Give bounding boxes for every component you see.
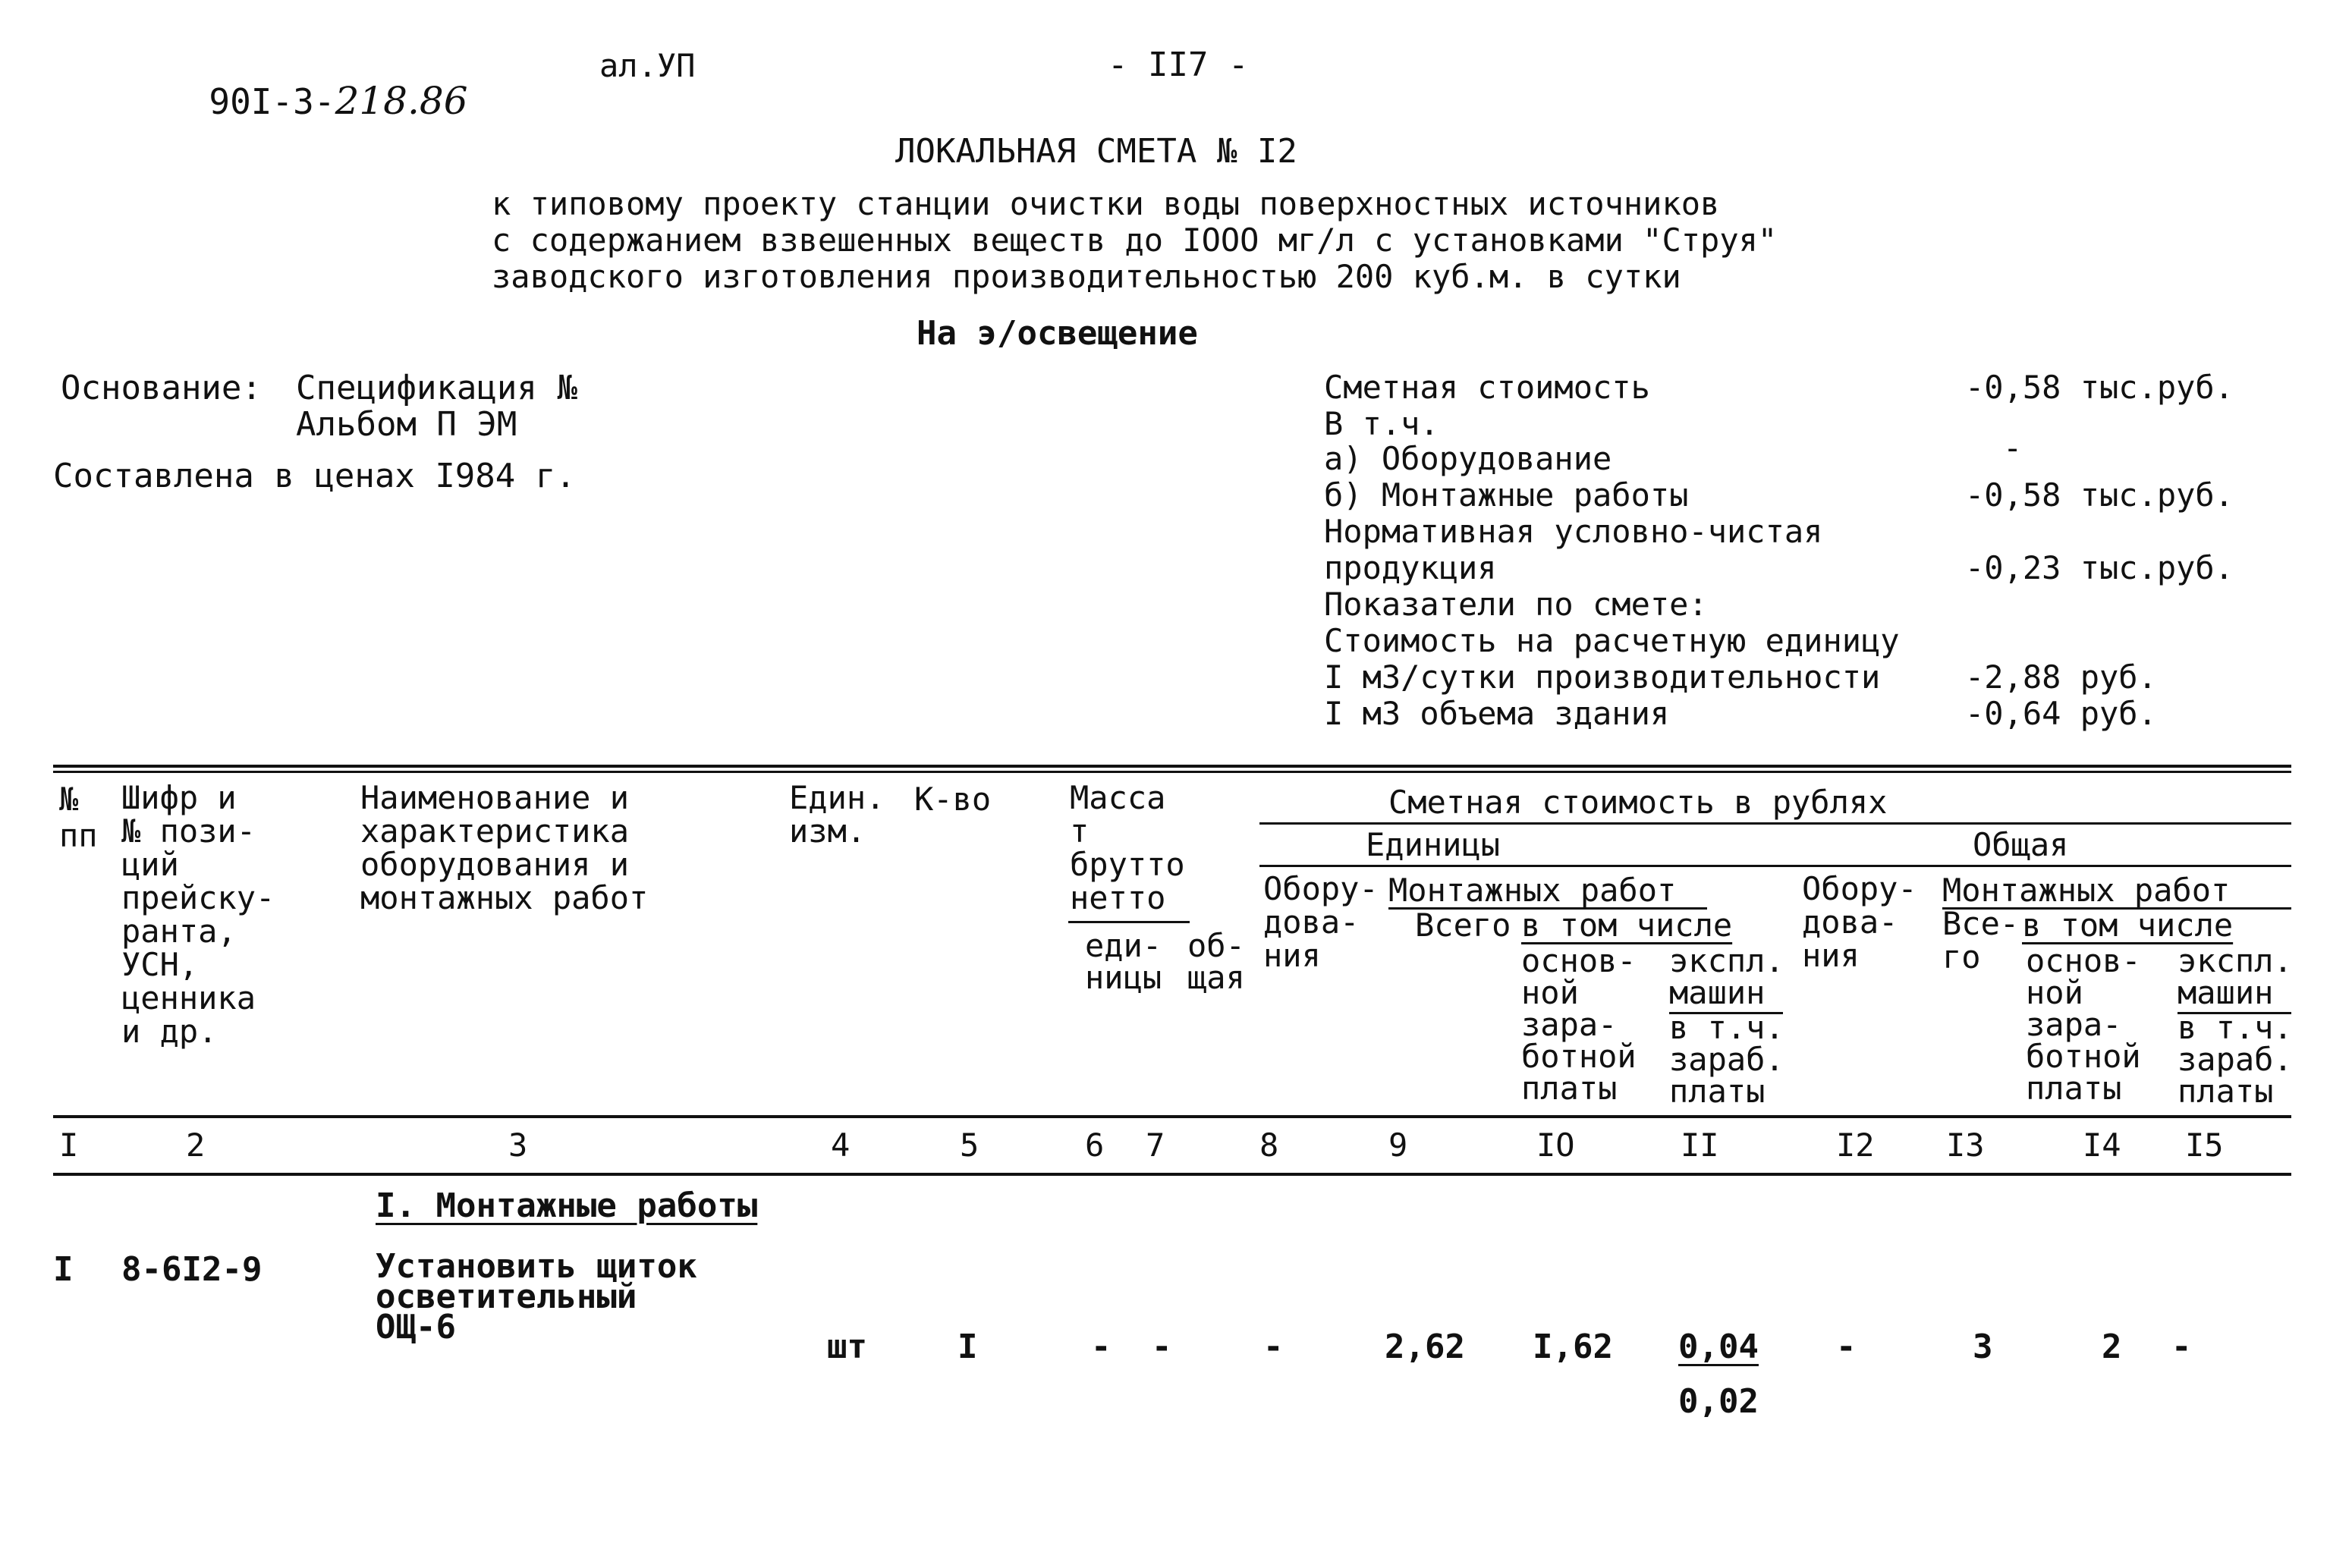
header-mont-total: Монтажных работ (1942, 872, 2231, 909)
column-number: I2 (1836, 1127, 1875, 1164)
header-col-3: Наименование и характеристика оборудования и монтажных работ (360, 779, 649, 916)
column-number: I4 (2083, 1127, 2121, 1164)
summary-label: В т.ч. (1324, 405, 1439, 442)
summary-label: б) Монтажные работы (1324, 476, 1689, 514)
basis-label: Основание: (61, 369, 262, 407)
header-machines-total: экспл. машин (2177, 942, 2293, 1011)
subtitle-line-1: к типовому проекту станции очистки воды поверхностных источников (492, 185, 1720, 222)
row-machines-unit: 0,04 (1678, 1328, 1759, 1366)
basis-prices: Составлена в ценах I984 г. (53, 457, 576, 495)
summary-label: Сметная стоимость (1324, 369, 1650, 406)
column-number: 4 (831, 1127, 851, 1164)
row-mass-total: - (1152, 1328, 1172, 1366)
header-base-wage-total: основ- ной зара- ботной платы (2026, 942, 2141, 1107)
column-number-rule (53, 1173, 2291, 1176)
row-base-wage-total: 2 (2102, 1328, 2122, 1366)
summary-label: Стоимость на расчетную единицу (1324, 622, 1900, 659)
summary-label: I мЗ объема здания (1324, 695, 1670, 732)
row-name-line-1: Установить щиток (376, 1247, 697, 1286)
section-title: I. Монтажные работы (376, 1186, 758, 1225)
summary-value: -0,23 тыс.руб. (1965, 549, 2234, 586)
table-top-rule (53, 765, 2291, 768)
subtitle-line-3: заводского изготовления производительностью 200 куб.м. в сутки (492, 258, 1681, 295)
header-base-wage-unit: основ- ной зара- ботной платы (1521, 942, 1637, 1107)
document-code (167, 47, 468, 123)
summary-value: -0,58 тыс.руб. (1965, 369, 2234, 406)
basis-album: Альбом П ЭМ (296, 405, 517, 444)
cost-group-rule (1259, 822, 2291, 825)
row-machines-wage-unit: 0,02 (1678, 1382, 1759, 1421)
summary-label: Показатели по смете: (1324, 586, 1708, 623)
summary-value: -0,58 тыс.руб. (1965, 476, 2234, 514)
column-number: I5 (2185, 1127, 2224, 1164)
summary-value: -0,64 руб. (1965, 695, 2157, 732)
row-name-line-3: ОЩ-6 (376, 1308, 456, 1346)
header-mass: Масса т брутто (1070, 779, 1185, 883)
column-number: 6 (1085, 1127, 1105, 1164)
header-col-1: № пп (59, 781, 98, 854)
column-number: 9 (1388, 1127, 1408, 1164)
unit-total-rule (1259, 865, 2291, 867)
summary-label: I мЗ/сутки производительности (1324, 658, 1881, 696)
header-bottom-rule (53, 1115, 2291, 1118)
document-code-handwritten: 218.86 (335, 79, 468, 123)
column-number: IO (1536, 1127, 1575, 1164)
summary-value: - (2003, 429, 2023, 467)
header-all-unit: Всего (1415, 907, 1511, 944)
header-mass-netto: нетто (1070, 879, 1166, 916)
mass-netto-rule (1068, 921, 1190, 923)
row-name-line-2: осветительный (376, 1277, 637, 1316)
header-total-group: Общая (1973, 826, 2069, 863)
row-machines-total: - (2171, 1328, 2192, 1366)
row-equip-unit: - (1263, 1328, 1284, 1366)
column-number: 8 (1259, 1127, 1279, 1164)
header-mass-unit: еди- ницы (1085, 927, 1162, 996)
summary-label: продукция (1324, 549, 1497, 586)
row-mont-all-unit: 2,62 (1385, 1328, 1465, 1366)
column-number: 2 (186, 1127, 206, 1164)
header-col-5: К-во (914, 781, 992, 818)
basis-spec: Спецификация № (296, 369, 577, 407)
header-col-4: Един. изм. (789, 779, 885, 850)
row-quantity: I (957, 1328, 978, 1366)
row-code: 8-6I2-9 (121, 1250, 263, 1289)
column-number: 3 (508, 1127, 528, 1164)
summary-value: -2,88 руб. (1965, 658, 2157, 696)
column-number: I3 (1946, 1127, 1985, 1164)
column-number: 7 (1146, 1127, 1165, 1164)
header-equip-total: Обору- дова- ния (1802, 870, 1917, 974)
subtitle-line-2: с содержанием взвешенных веществ до IOOO мг/л с установками "Струя" (492, 222, 1778, 259)
header-cost-group: Сметная стоимость в рублях (1388, 784, 1888, 821)
header-unit-group: Единицы (1366, 826, 1501, 863)
summary-label: а) Оборудование (1324, 440, 1612, 477)
header-equip-unit: Обору- дова- ния (1263, 870, 1379, 974)
header-machines-wage-unit: в т.ч. зараб. платы (1669, 1009, 1784, 1110)
row-equip-total: - (1836, 1328, 1857, 1366)
header-machines-unit: экспл. машин (1669, 942, 1784, 1011)
document-code-prefix: 90I-3- (209, 81, 335, 122)
header-machines-wage-total: в т.ч. зараб. платы (2177, 1009, 2293, 1110)
document-title: ЛОКАЛЬНАЯ СМЕТА № I2 (895, 132, 1297, 171)
row-unit: шт (827, 1328, 867, 1366)
row-mass-unit: - (1091, 1328, 1112, 1366)
header-mass-total: об- щая (1187, 927, 1245, 996)
row-number: I (53, 1250, 74, 1289)
row-mont-all-total: 3 (1973, 1328, 1993, 1366)
header-incl-unit: в том числе (1521, 907, 1733, 944)
row-base-wage-unit: I,62 (1533, 1328, 1613, 1366)
page-number: - II7 - (1108, 46, 1249, 84)
header-all-total: Все- го (1942, 905, 2020, 976)
column-number: I (59, 1127, 79, 1164)
section-heading: На э/освещение (917, 314, 1198, 353)
column-number: II (1681, 1127, 1719, 1164)
header-incl-total: в том числе (2022, 907, 2234, 944)
column-number: 5 (960, 1127, 979, 1164)
header-mont-unit: Монтажных работ (1388, 872, 1677, 909)
summary-label: Нормативная условно-чистая (1324, 513, 1823, 550)
sheet-label: ал.УП (599, 47, 696, 84)
table-top-rule-2 (53, 771, 2291, 773)
header-col-2: Шифр и № пози- ций прейску- ранта, УСН, ценника и др. (121, 779, 275, 1050)
